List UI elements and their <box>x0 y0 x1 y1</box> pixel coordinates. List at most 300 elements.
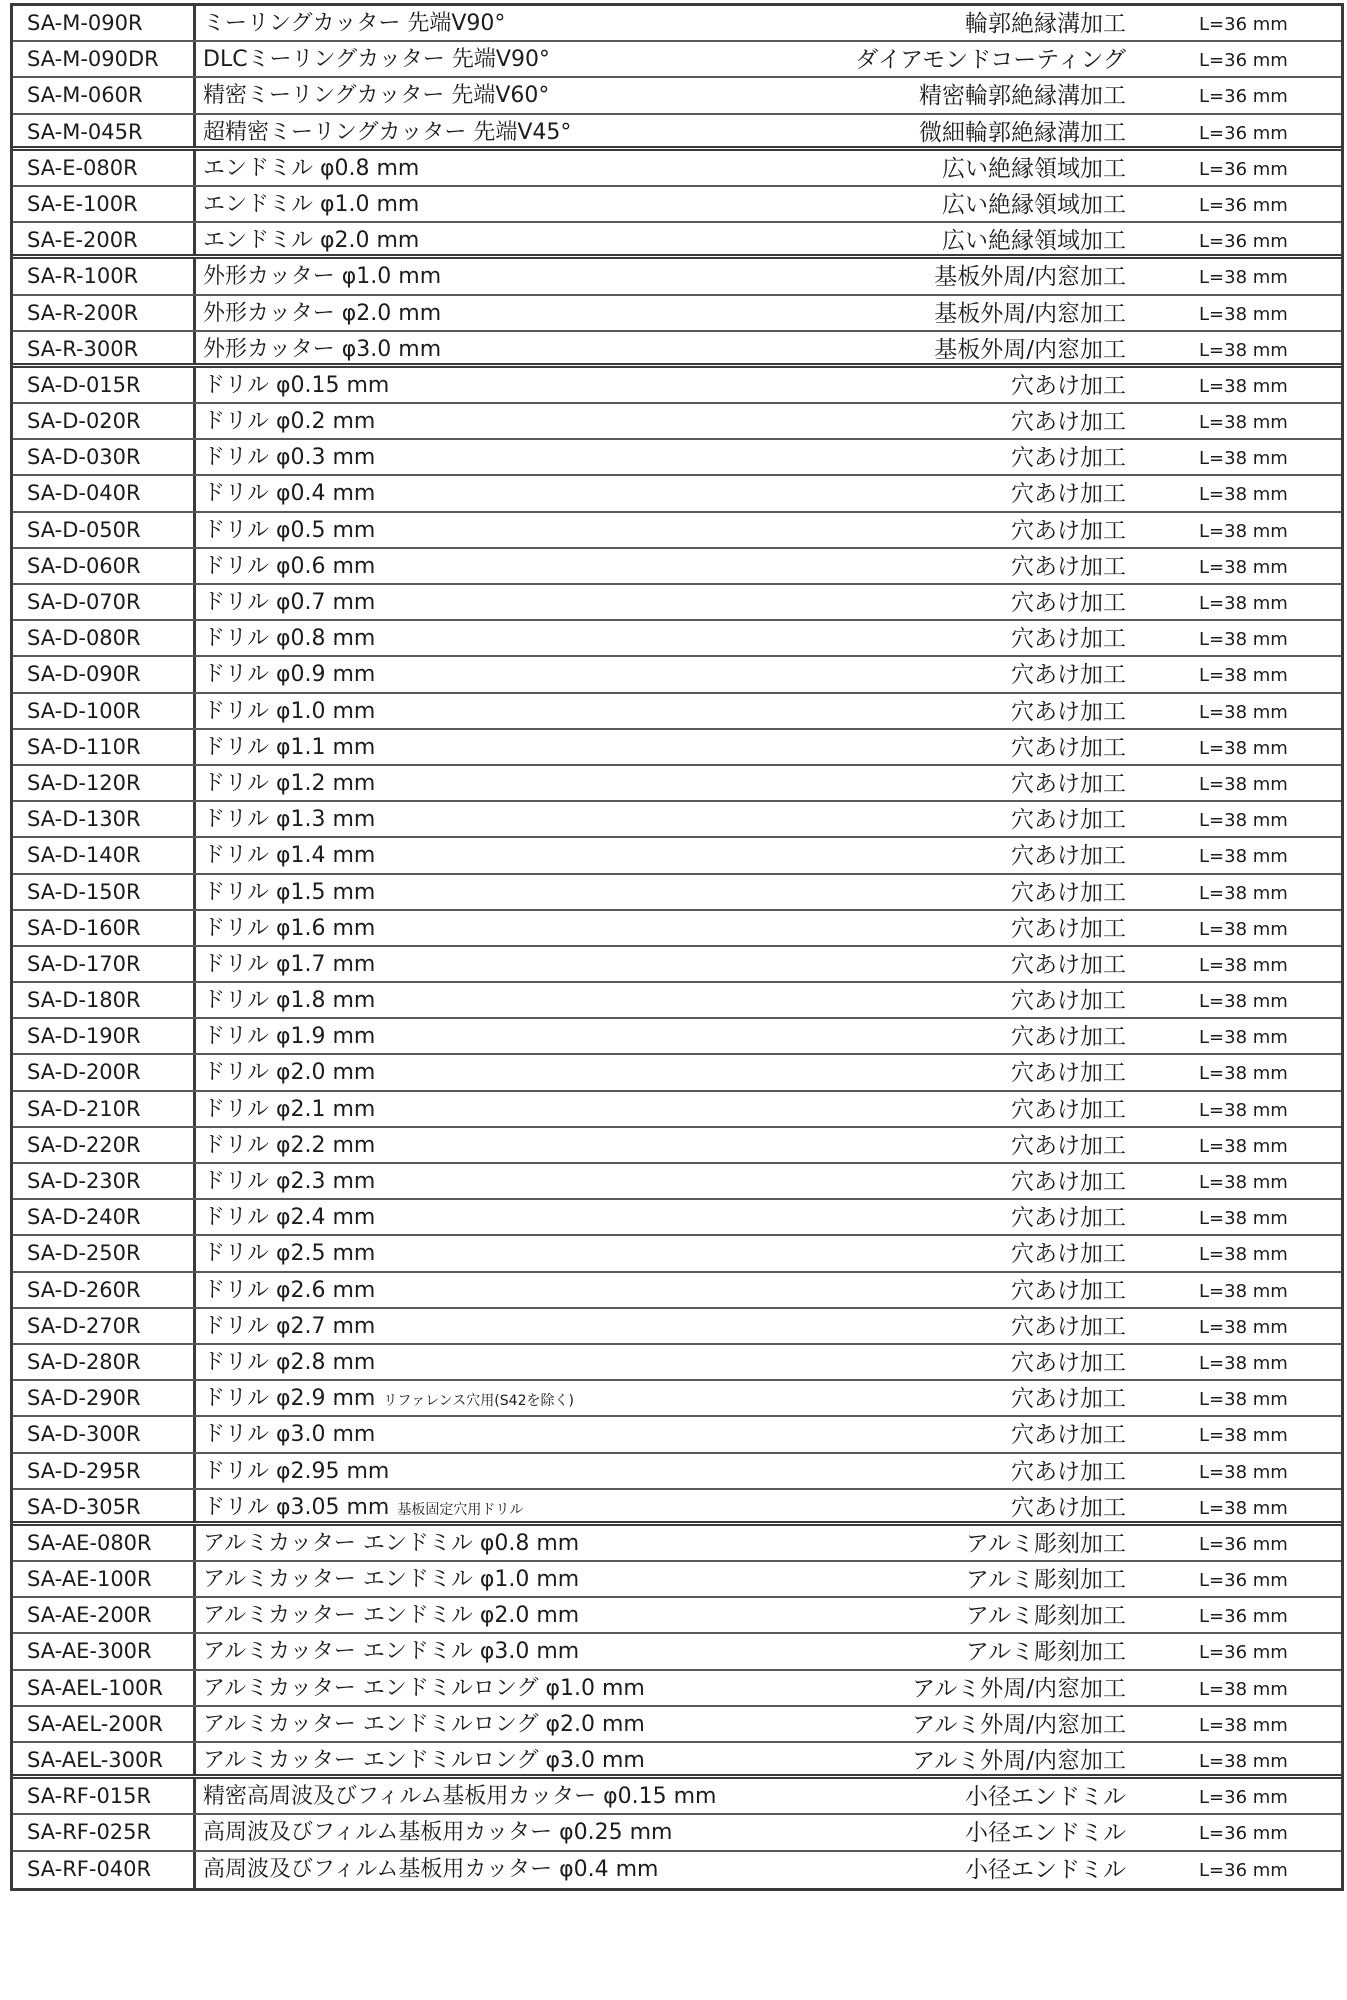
process-cell: 穴あけ加工 <box>1011 698 1126 725</box>
process-cell: 穴あけ加工 <box>1011 445 1126 472</box>
length-cell: L=38 mm <box>1199 918 1288 940</box>
tool-name-text: ドリル φ0.8 mm <box>203 626 376 652</box>
length-cell: L=36 mm <box>1199 1606 1288 1628</box>
tool-name-cell <box>196 766 784 800</box>
product-code-cell: SA-D-210R <box>13 1092 196 1126</box>
product-code-cell: SA-D-080R <box>13 621 196 655</box>
table-row <box>13 1273 1341 1309</box>
process-cell: 穴あけ加工 <box>1011 770 1126 797</box>
length-cell: L=38 mm <box>1199 1352 1288 1374</box>
tool-name-cell <box>196 78 784 112</box>
table-row <box>13 296 1341 332</box>
process-cell: 穴あけ加工 <box>1011 951 1126 978</box>
process-cell: 基板外周/内窓加工 <box>934 300 1126 327</box>
tool-name-text: 外形カッター φ2.0 mm <box>203 300 442 326</box>
product-code-cell: SA-D-120R <box>13 766 196 800</box>
product-code-cell: SA-M-090DR <box>13 42 196 76</box>
process-cell: 精密輪郭絶縁溝加工 <box>919 83 1126 110</box>
tool-name-text: 高周波及びフィルム基板用カッター φ0.25 mm <box>203 1820 673 1846</box>
tool-name-text: ドリル φ2.5 mm <box>203 1241 376 1267</box>
length-cell: L=38 mm <box>1199 1135 1288 1157</box>
length-cell: L=38 mm <box>1199 954 1288 976</box>
process-cell: 穴あけ加工 <box>1011 626 1126 653</box>
tool-name-cell <box>196 838 784 872</box>
product-code-cell: SA-D-030R <box>13 440 196 474</box>
process-cell: 穴あけ加工 <box>1011 1132 1126 1159</box>
tool-name-cell <box>196 1236 784 1270</box>
length-cell: L=38 mm <box>1199 1172 1288 1193</box>
table-row <box>13 368 1341 404</box>
tool-name-cell <box>196 694 784 728</box>
table-row <box>13 187 1341 223</box>
tool-name-text: エンドミル φ2.0 mm <box>203 228 420 254</box>
tool-name-cell <box>196 1309 784 1343</box>
tool-name-text: ドリル φ2.8 mm <box>203 1349 376 1375</box>
tool-name-cell <box>196 332 784 363</box>
tool-name-text: アルミカッター エンドミル φ1.0 mm <box>203 1567 580 1593</box>
tool-name-cell <box>196 875 784 909</box>
length-cell: L=38 mm <box>1199 375 1288 397</box>
tool-name-text: DLCミーリングカッター 先端V90° <box>203 47 550 73</box>
process-cell: アルミ彫刻加工 <box>965 1639 1126 1666</box>
process-cell: 輪郭絶縁溝加工 <box>965 11 1126 37</box>
tool-name-cell <box>196 368 784 402</box>
table-row <box>13 1309 1341 1345</box>
product-code-cell: SA-D-280R <box>13 1345 196 1379</box>
process-cell: ダイアモンドコーティング <box>855 47 1126 74</box>
length-cell: L=36 mm <box>1199 50 1288 72</box>
tool-name-cell <box>196 476 784 510</box>
tool-name-text: 精密ミーリングカッター 先端V60° <box>203 83 550 109</box>
tool-name-text: ドリル φ1.7 mm <box>203 951 376 977</box>
tool-note-text: リファレンス穴用(S42を除く) <box>383 1393 574 1410</box>
table-row <box>13 1417 1341 1453</box>
table-row <box>13 1200 1341 1236</box>
tool-name-cell <box>196 6 784 40</box>
product-code-cell: SA-D-100R <box>13 694 196 728</box>
product-code-cell: SA-D-240R <box>13 1200 196 1234</box>
tool-name-cell <box>196 404 784 438</box>
tool-name-cell <box>196 1345 784 1379</box>
table-row <box>13 1490 1341 1526</box>
tool-name-text: 外形カッター φ1.0 mm <box>203 264 442 290</box>
product-code-cell: SA-D-130R <box>13 802 196 836</box>
tool-name-cell <box>196 296 784 330</box>
length-cell: L=38 mm <box>1199 339 1288 361</box>
tool-name-cell <box>196 1852 784 1888</box>
table-row <box>13 657 1341 693</box>
tool-name-cell <box>196 802 784 836</box>
tool-name-text: ドリル φ2.9 mm <box>203 1386 376 1412</box>
process-cell: 穴あけ加工 <box>1011 1205 1126 1232</box>
tool-name-text: ドリル φ2.1 mm <box>203 1096 376 1122</box>
length-cell: L=36 mm <box>1199 1787 1288 1809</box>
length-cell: L=38 mm <box>1199 1208 1288 1230</box>
tool-name-cell <box>196 1562 784 1596</box>
table-row <box>13 513 1341 549</box>
length-cell: L=36 mm <box>1199 194 1288 216</box>
process-cell: 穴あけ加工 <box>1011 1024 1126 1051</box>
process-cell: 穴あけ加工 <box>1011 1458 1126 1485</box>
product-code-cell: SA-M-045R <box>13 115 196 146</box>
length-cell: L=38 mm <box>1199 737 1288 759</box>
product-code-cell: SA-AE-300R <box>13 1634 196 1668</box>
tool-name-cell <box>196 1019 784 1053</box>
tool-name-cell <box>196 947 784 981</box>
table-row <box>13 476 1341 512</box>
tool-name-cell <box>196 1417 784 1451</box>
table-row <box>13 1671 1341 1707</box>
process-cell: 穴あけ加工 <box>1011 807 1126 834</box>
process-cell: 穴あけ加工 <box>1011 409 1126 436</box>
length-cell: L=38 mm <box>1199 773 1288 795</box>
product-code-cell: SA-D-200R <box>13 1055 196 1089</box>
table-row <box>13 1128 1341 1164</box>
product-code-cell: SA-D-260R <box>13 1273 196 1307</box>
length-cell: L=38 mm <box>1199 267 1288 289</box>
product-code-cell: SA-D-230R <box>13 1164 196 1198</box>
tool-name-text: ドリル φ1.1 mm <box>203 734 376 760</box>
table-row <box>13 6 1341 42</box>
product-code-cell: SA-E-200R <box>13 223 196 254</box>
length-cell: L=38 mm <box>1199 882 1288 904</box>
table-row <box>13 911 1341 947</box>
table-row <box>13 1236 1341 1272</box>
product-code-cell: SA-E-080R <box>13 151 196 185</box>
tool-name-cell <box>196 1526 784 1560</box>
product-code-cell: SA-AE-080R <box>13 1526 196 1560</box>
product-code-cell: SA-R-200R <box>13 296 196 330</box>
process-cell: 穴あけ加工 <box>1011 1060 1126 1087</box>
process-cell: 穴あけ加工 <box>1011 1169 1126 1195</box>
process-cell: 穴あけ加工 <box>1011 1422 1126 1449</box>
process-cell: 穴あけ加工 <box>1011 988 1126 1015</box>
tool-name-text: アルミカッター エンドミルロング φ1.0 mm <box>203 1675 645 1701</box>
tool-name-cell <box>196 585 784 619</box>
length-cell: L=38 mm <box>1199 1425 1288 1447</box>
product-code-cell: SA-AE-200R <box>13 1598 196 1632</box>
table-row <box>13 259 1341 295</box>
tool-name-cell <box>196 1164 784 1198</box>
process-cell: 穴あけ加工 <box>1011 662 1126 689</box>
process-cell: 穴あけ加工 <box>1011 372 1126 399</box>
tool-name-text: ドリル φ2.6 mm <box>203 1277 376 1303</box>
product-code-cell: SA-E-100R <box>13 187 196 221</box>
product-code-cell: SA-AE-100R <box>13 1562 196 1596</box>
length-cell: L=36 mm <box>1199 1642 1288 1664</box>
length-cell: L=38 mm <box>1199 665 1288 687</box>
product-code-cell: SA-D-020R <box>13 404 196 438</box>
tool-name-text: アルミカッター エンドミル φ2.0 mm <box>203 1603 580 1629</box>
product-code-cell: SA-D-220R <box>13 1128 196 1162</box>
table-row <box>13 1779 1341 1815</box>
table-row <box>13 151 1341 187</box>
tool-name-cell <box>196 1454 784 1488</box>
table-row <box>13 404 1341 440</box>
table-row <box>13 585 1341 621</box>
tool-name-text: 超精密ミーリングカッター 先端V45° <box>203 119 572 145</box>
product-code-cell: SA-D-290R <box>13 1381 196 1415</box>
product-code-cell: SA-AEL-200R <box>13 1707 196 1741</box>
tool-name-cell <box>196 1815 784 1849</box>
table-row <box>13 115 1341 151</box>
process-cell: 基板外周/内窓加工 <box>934 264 1126 291</box>
length-cell: L=38 mm <box>1199 1027 1288 1049</box>
tool-name-text: ドリル φ2.0 mm <box>203 1060 376 1086</box>
process-cell: 穴あけ加工 <box>1011 1349 1126 1376</box>
process-cell: 穴あけ加工 <box>1011 1494 1126 1521</box>
tool-name-cell <box>196 657 784 691</box>
tool-name-text: アルミカッター エンドミルロング φ3.0 mm <box>203 1748 645 1773</box>
length-cell: L=38 mm <box>1199 412 1288 434</box>
process-cell: 広い絶縁領域加工 <box>942 191 1126 218</box>
table-row <box>13 223 1341 259</box>
length-cell: L=38 mm <box>1199 1714 1288 1736</box>
tool-name-cell <box>196 1671 784 1705</box>
table-row <box>13 1852 1341 1888</box>
length-cell: L=36 mm <box>1199 158 1288 180</box>
tool-name-cell <box>196 1598 784 1632</box>
product-code-cell: SA-RF-025R <box>13 1815 196 1849</box>
process-cell: 穴あけ加工 <box>1011 590 1126 616</box>
tool-name-text: ドリル φ3.0 mm <box>203 1422 376 1448</box>
table-row <box>13 1743 1341 1779</box>
table-row <box>13 983 1341 1019</box>
process-cell: 穴あけ加工 <box>1011 879 1126 906</box>
process-cell: 基板外周/内窓加工 <box>934 336 1126 363</box>
process-cell: 穴あけ加工 <box>1011 1241 1126 1268</box>
product-code-cell: SA-D-015R <box>13 368 196 402</box>
length-cell: L=38 mm <box>1199 846 1288 868</box>
tool-name-cell <box>196 1743 784 1774</box>
table-row <box>13 1019 1341 1055</box>
product-code-cell: SA-AEL-300R <box>13 1743 196 1774</box>
tool-name-text: ドリル φ2.3 mm <box>203 1169 376 1194</box>
length-cell: L=38 mm <box>1199 1280 1288 1302</box>
process-cell: 広い絶縁領域加工 <box>942 155 1126 182</box>
tool-name-text: ドリル φ2.2 mm <box>203 1132 376 1158</box>
table-row <box>13 78 1341 114</box>
length-cell: L=38 mm <box>1199 991 1288 1013</box>
table-row <box>13 1092 1341 1128</box>
product-code-cell: SA-M-060R <box>13 78 196 112</box>
tool-name-text: ドリル φ1.3 mm <box>203 807 376 833</box>
product-code-cell: SA-R-300R <box>13 332 196 363</box>
table-row <box>13 1055 1341 1091</box>
tool-note-text: 基板固定穴用ドリル <box>397 1501 524 1518</box>
process-cell: 穴あけ加工 <box>1011 517 1126 544</box>
tool-name-cell <box>196 1055 784 1089</box>
process-cell: 穴あけ加工 <box>1011 1386 1126 1413</box>
process-cell: アルミ外周/内窓加工 <box>912 1748 1126 1774</box>
process-cell: 小径エンドミル <box>965 1784 1126 1811</box>
tool-name-text: エンドミル φ0.8 mm <box>203 155 420 181</box>
tool-name-text: ドリル φ1.2 mm <box>203 770 376 796</box>
table-row <box>13 1526 1341 1562</box>
tool-name-cell <box>196 621 784 655</box>
table-row <box>13 1815 1341 1851</box>
tool-name-text: ドリル φ0.15 mm <box>203 372 390 398</box>
table-row <box>13 549 1341 585</box>
length-cell: L=38 mm <box>1199 1244 1288 1266</box>
tool-name-cell <box>196 730 784 764</box>
process-cell: 穴あけ加工 <box>1011 734 1126 761</box>
length-cell: L=38 mm <box>1199 810 1288 832</box>
product-code-cell: SA-D-305R <box>13 1490 196 1521</box>
product-code-cell: SA-D-180R <box>13 983 196 1017</box>
product-code-cell: SA-R-100R <box>13 259 196 293</box>
tool-spec-table <box>10 3 1344 1891</box>
tool-name-cell <box>196 187 784 221</box>
table-row <box>13 947 1341 983</box>
product-code-cell: SA-D-090R <box>13 657 196 691</box>
tool-name-cell <box>196 115 784 146</box>
table-row <box>13 1598 1341 1634</box>
length-cell: L=38 mm <box>1199 448 1288 470</box>
length-cell: L=38 mm <box>1199 701 1288 723</box>
product-code-cell: SA-D-170R <box>13 947 196 981</box>
tool-name-text: ドリル φ0.3 mm <box>203 445 376 471</box>
table-row <box>13 694 1341 730</box>
product-code-cell: SA-D-040R <box>13 476 196 510</box>
tool-name-cell <box>196 1092 784 1126</box>
length-cell: L=36 mm <box>1199 86 1288 108</box>
tool-name-cell <box>196 42 784 76</box>
tool-name-text: ドリル φ1.0 mm <box>203 698 376 724</box>
length-cell: L=36 mm <box>1199 231 1288 253</box>
table-row <box>13 1707 1341 1743</box>
tool-name-cell <box>196 1707 784 1741</box>
length-cell: L=38 mm <box>1199 303 1288 325</box>
length-cell: L=38 mm <box>1199 593 1288 614</box>
table-row <box>13 621 1341 657</box>
length-cell: L=38 mm <box>1199 629 1288 651</box>
length-cell: L=38 mm <box>1199 1751 1288 1772</box>
tool-name-text: ドリル φ3.05 mm <box>203 1494 390 1520</box>
product-code-cell: SA-D-300R <box>13 1417 196 1451</box>
tool-name-cell <box>196 1490 784 1521</box>
tool-name-cell <box>196 1128 784 1162</box>
process-cell: アルミ彫刻加工 <box>965 1530 1126 1557</box>
length-cell: L=38 mm <box>1199 1461 1288 1483</box>
length-cell: L=36 mm <box>1199 1823 1288 1845</box>
tool-name-text: ドリル φ1.6 mm <box>203 915 376 941</box>
length-cell: L=38 mm <box>1199 1099 1288 1121</box>
tool-name-text: 高周波及びフィルム基板用カッター φ0.4 mm <box>203 1856 659 1882</box>
table-row <box>13 332 1341 368</box>
product-code-cell: SA-M-090R <box>13 6 196 40</box>
tool-name-cell <box>196 151 784 185</box>
process-cell: 穴あけ加工 <box>1011 915 1126 942</box>
tool-name-cell <box>196 983 784 1017</box>
process-cell: アルミ彫刻加工 <box>965 1567 1126 1594</box>
process-cell: 穴あけ加工 <box>1011 553 1126 580</box>
tool-name-cell <box>196 259 784 293</box>
table-row <box>13 440 1341 476</box>
tool-name-text: 精密高周波及びフィルム基板用カッター φ0.15 mm <box>203 1784 717 1810</box>
product-code-cell: SA-RF-040R <box>13 1852 196 1888</box>
tool-name-text: ドリル φ0.7 mm <box>203 590 376 615</box>
process-cell: アルミ彫刻加工 <box>965 1603 1126 1630</box>
length-cell: L=36 mm <box>1199 1859 1288 1881</box>
table-row <box>13 1454 1341 1490</box>
tool-name-text: ドリル φ1.5 mm <box>203 879 376 905</box>
process-cell: 微細輪郭絶縁溝加工 <box>919 119 1126 146</box>
tool-name-text: ドリル φ2.4 mm <box>203 1205 376 1231</box>
tool-name-text: ドリル φ2.7 mm <box>203 1313 376 1339</box>
length-cell: L=38 mm <box>1199 1063 1288 1085</box>
product-code-cell: SA-D-140R <box>13 838 196 872</box>
tool-name-text: ドリル φ1.4 mm <box>203 843 376 869</box>
tool-name-text: ドリル φ0.6 mm <box>203 553 376 579</box>
process-cell: 穴あけ加工 <box>1011 843 1126 870</box>
process-cell: 小径エンドミル <box>965 1820 1126 1847</box>
product-code-cell: SA-D-250R <box>13 1236 196 1270</box>
table-row <box>13 802 1341 838</box>
product-code-cell: SA-RF-015R <box>13 1779 196 1813</box>
process-cell: アルミ外周/内窓加工 <box>912 1675 1126 1702</box>
table-row <box>13 42 1341 78</box>
tool-name-cell <box>196 911 784 945</box>
tool-name-text: エンドミル φ1.0 mm <box>203 191 420 217</box>
tool-name-cell <box>196 223 784 254</box>
process-cell: 穴あけ加工 <box>1011 1313 1126 1340</box>
tool-name-text: ドリル φ0.9 mm <box>203 662 376 688</box>
tool-name-cell <box>196 440 784 474</box>
table-row <box>13 1381 1341 1417</box>
tool-name-text: ミーリングカッター 先端V90° <box>203 11 506 36</box>
tool-name-text: ドリル φ1.8 mm <box>203 988 376 1014</box>
length-cell: L=38 mm <box>1199 484 1288 506</box>
process-cell: 穴あけ加工 <box>1011 1096 1126 1123</box>
product-code-cell: SA-D-070R <box>13 585 196 619</box>
tool-name-cell <box>196 1381 784 1415</box>
product-code-cell: SA-AEL-100R <box>13 1671 196 1705</box>
length-cell: L=38 mm <box>1199 1389 1288 1411</box>
tool-name-cell <box>196 549 784 583</box>
tool-name-text: アルミカッター エンドミル φ0.8 mm <box>203 1530 580 1556</box>
table-row <box>13 1345 1341 1381</box>
tool-name-text: ドリル φ0.2 mm <box>203 409 376 435</box>
process-cell: アルミ外周/内窓加工 <box>912 1711 1126 1738</box>
product-code-cell: SA-D-060R <box>13 549 196 583</box>
table-row <box>13 1164 1341 1200</box>
length-cell: L=36 mm <box>1199 14 1288 35</box>
tool-name-text: ドリル φ0.5 mm <box>203 517 376 543</box>
tool-name-cell <box>196 1273 784 1307</box>
product-code-cell: SA-D-110R <box>13 730 196 764</box>
product-code-cell: SA-D-190R <box>13 1019 196 1053</box>
process-cell: 穴あけ加工 <box>1011 481 1126 508</box>
product-code-cell: SA-D-050R <box>13 513 196 547</box>
tool-name-text: ドリル φ2.95 mm <box>203 1458 390 1484</box>
length-cell: L=36 mm <box>1199 1533 1288 1555</box>
process-cell: 穴あけ加工 <box>1011 1277 1126 1304</box>
process-cell: 広い絶縁領域加工 <box>942 228 1126 255</box>
length-cell: L=38 mm <box>1199 1497 1288 1519</box>
product-code-cell: SA-D-270R <box>13 1309 196 1343</box>
length-cell: L=38 mm <box>1199 556 1288 578</box>
tool-name-text: 外形カッター φ3.0 mm <box>203 336 442 362</box>
length-cell: L=38 mm <box>1199 1316 1288 1338</box>
length-cell: L=38 mm <box>1199 1678 1288 1700</box>
tool-name-cell <box>196 1200 784 1234</box>
table-row <box>13 730 1341 766</box>
table-row <box>13 1634 1341 1670</box>
tool-name-text: ドリル φ0.4 mm <box>203 481 376 507</box>
tool-name-cell <box>196 1779 784 1813</box>
table-row <box>13 838 1341 874</box>
